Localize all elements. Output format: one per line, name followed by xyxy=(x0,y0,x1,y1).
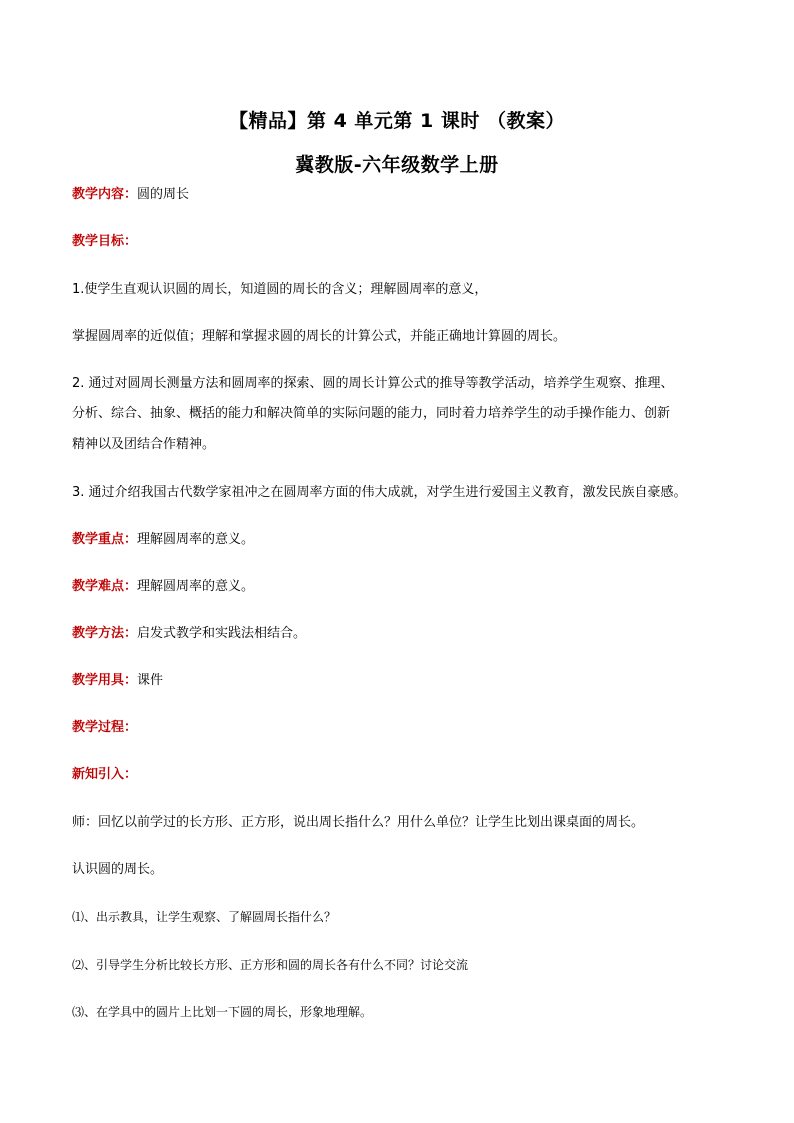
teaching-objectives-line xyxy=(72,233,732,251)
step-2-line: ⑵、引导学生分析比较长方形、正方形和圆的周长各有什么不同？讨论交流 xyxy=(72,958,469,972)
teaching-key-label: 教学重点： xyxy=(72,532,138,547)
step-1-line: ⑴、出示教具，让学生观察、了解圆周长指什么？ xyxy=(72,910,337,924)
teaching-method-value: 启发式教学和实践法相结合。 xyxy=(137,626,307,641)
document-title: 【精品】第 4 单元第 1 课时 （教案） xyxy=(228,110,565,132)
teaching-objectives-label: 教学目标： xyxy=(72,234,138,249)
teaching-difficulty-label: 教学难点： xyxy=(72,579,138,594)
teaching-content-label: 教学内容： xyxy=(72,187,138,202)
teaching-method-line xyxy=(72,625,732,643)
step-3-line: ⑶、在学具中的圆片上比划一下圆的周长，形象地理解。 xyxy=(72,1005,373,1019)
teaching-tools-value: 课件 xyxy=(137,673,164,688)
objective-2-line-2: 分析、综合、抽象、概括的能力和解决简单的实际问题的能力，同时着力培养学生的动手操作能力、创新 xyxy=(72,406,671,421)
teaching-process-line xyxy=(72,719,732,737)
teaching-difficulty-value: 理解圆周率的意义。 xyxy=(137,579,255,594)
objective-2-line-1: 2. 通过对圆周长测量方法和圆周率的探索、圆的周长计算公式的推导等教学活动，培养学生观察、推理、 xyxy=(72,376,674,391)
new-knowledge-intro-line xyxy=(72,766,732,784)
recognize-circumference-line: 认识圆的周长。 xyxy=(72,862,164,877)
objective-3-line: 3. 通过介绍我国古代数学家祖冲之在圆周率方面的伟大成就，对学生进行爱国主义教育，激发民族自豪感。 xyxy=(72,485,687,500)
teaching-key-value: 理解圆周率的意义。 xyxy=(137,532,255,547)
teaching-tools-line xyxy=(72,672,732,690)
teaching-process-label: 教学过程： xyxy=(72,720,138,735)
teaching-key-line xyxy=(72,531,732,549)
teaching-tools-label: 教学用具： xyxy=(72,673,138,688)
teaching-content-line xyxy=(72,186,732,204)
objective-1-line-2: 掌握圆周率的近似值；理解和掌握求圆的周长的计算公式，并能正确地计算圆的周长。 xyxy=(72,329,567,344)
new-knowledge-intro-label: 新知引入： xyxy=(72,767,138,782)
teaching-method-label: 教学方法： xyxy=(72,626,138,641)
teaching-difficulty-line xyxy=(72,578,732,596)
teaching-content-value: 圆的周长 xyxy=(137,187,190,202)
objective-1-line-1: 1.使学生直观认识圆的周长，知道圆的周长的含义；理解圆周率的意义， xyxy=(72,282,488,297)
document-subtitle: 冀教版-六年级数学上册 xyxy=(295,154,499,176)
teacher-question-line: 师：回忆以前学过的长方形、正方形，说出周长指什么？用什么单位？让学生比划出课桌面的周长。 xyxy=(72,815,645,830)
objective-2-line-3: 精神以及团结合作精神。 xyxy=(72,437,216,452)
